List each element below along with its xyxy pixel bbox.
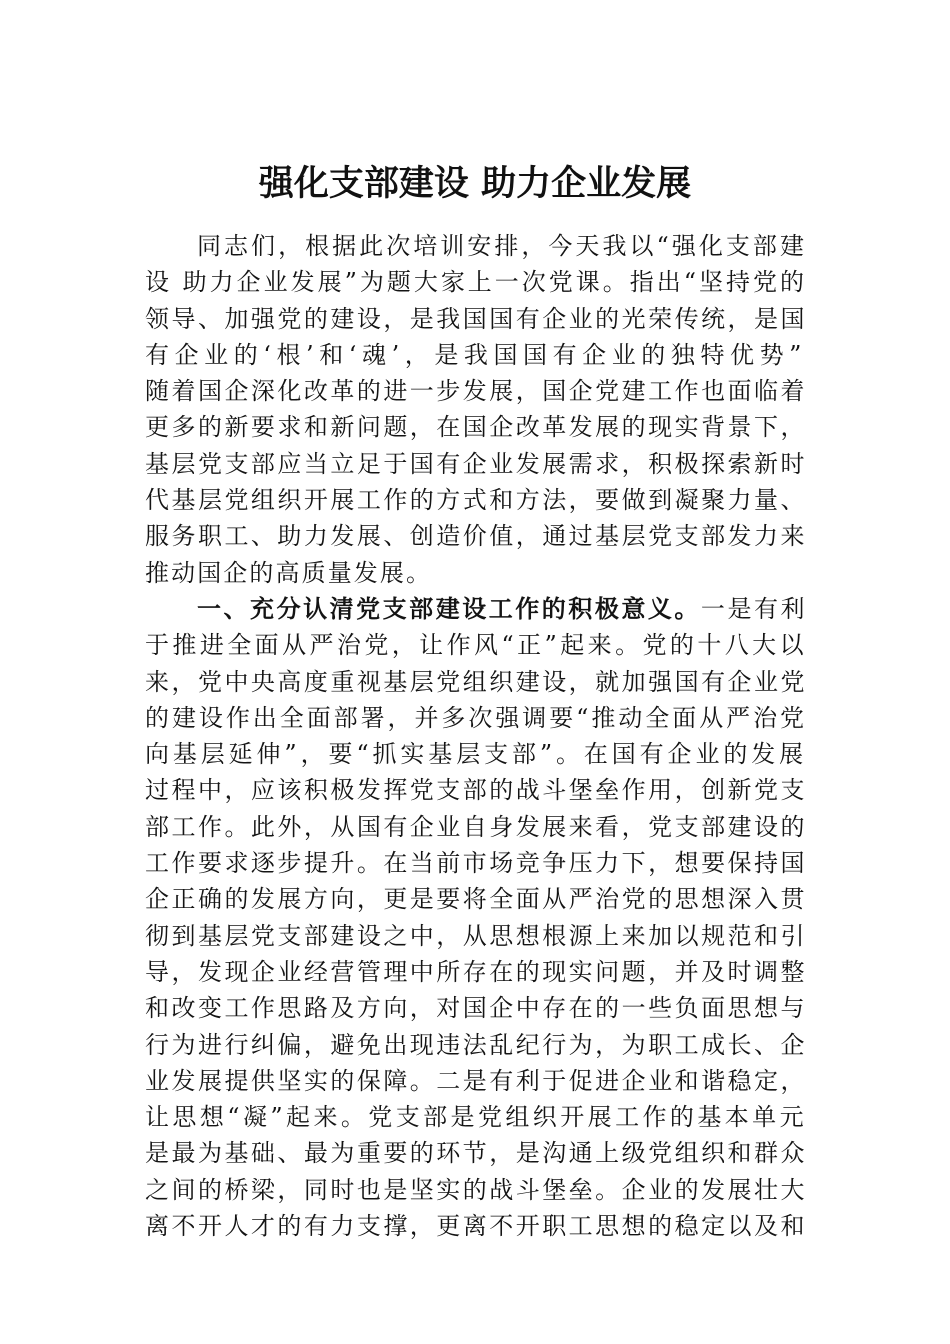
text-line bbox=[145, 809, 807, 845]
section-heading: 一、充分认清党支部建设工作的积极意义。 bbox=[197, 593, 701, 623]
line-text: 于推进全面从严治党，让作风“正”起来。党的十八大以 bbox=[145, 631, 807, 660]
text-line bbox=[145, 301, 807, 337]
text-line bbox=[145, 954, 807, 990]
line-text: 导，发现企业经营管理中所存在的现实问题，并及时调整 bbox=[145, 957, 807, 986]
line-text: 行为进行纠偏，避免出现违法乱纪行为，为职工成长、企 bbox=[145, 1030, 807, 1059]
line-text: 过程中，应该积极发挥党支部的战斗堡垒作用，创新党支 bbox=[145, 776, 807, 805]
text-line bbox=[145, 990, 807, 1026]
text-line bbox=[145, 482, 807, 518]
text-line bbox=[145, 1172, 807, 1208]
text-line bbox=[145, 591, 807, 627]
text-line bbox=[145, 409, 807, 445]
text-line bbox=[145, 1135, 807, 1171]
text-line bbox=[145, 664, 807, 700]
line-text: 更多的新要求和新问题，在国企改革发展的现实背景下， bbox=[145, 413, 807, 442]
text-line bbox=[145, 1027, 807, 1063]
document-body bbox=[145, 228, 807, 1244]
text-line bbox=[145, 264, 807, 300]
text-line bbox=[145, 337, 807, 373]
line-text: 有企业的‘根’和‘魂’，是我国国有企业的独特优势” bbox=[145, 340, 807, 369]
line-text: 服务职工、助力发展、创造价值，通过基层党支部发力来 bbox=[145, 522, 807, 551]
line-text: 领导、加强党的建设，是我国国有企业的光荣传统，是国 bbox=[145, 304, 807, 333]
text-line bbox=[145, 881, 807, 917]
line-text: 设 助力企业发展”为题大家上一次党课。指出“坚持党的 bbox=[145, 268, 807, 297]
document-title: 强化支部建设 助力企业发展 bbox=[258, 163, 692, 204]
line-text: 同志们，根据此次培训安排，今天我以“强化支部建 bbox=[197, 232, 807, 260]
text-line bbox=[145, 772, 807, 808]
line-text: 彻到基层党支部建设之中，从思想根源上来加以规范和引 bbox=[145, 921, 807, 950]
line-text: 基层党支部应当立足于国有企业发展需求，积极探索新时 bbox=[145, 449, 807, 478]
line-text: 向基层延伸”，要“抓实基层支部”。在国有企业的发展 bbox=[145, 740, 807, 769]
text-line bbox=[145, 1208, 807, 1244]
text-line bbox=[145, 1063, 807, 1099]
text-line bbox=[145, 228, 807, 264]
line-text: 代基层党组织开展工作的方式和方法，要做到凝聚力量、 bbox=[145, 486, 807, 515]
text-line bbox=[145, 627, 807, 663]
line-text: 和改变工作思路及方向，对国企中存在的一些负面思想与 bbox=[145, 994, 807, 1023]
line-text: 工作要求逐步提升。在当前市场竞争压力下，想要保持国 bbox=[145, 849, 807, 878]
line-text: 的建设作出全面部署，并多次强调要“推动全面从严治党 bbox=[145, 703, 807, 732]
line-text: 企正确的发展方向，更是要将全面从严治党的思想深入贯 bbox=[145, 885, 807, 914]
line-text: 业发展提供坚实的保障。二是有利于促进企业和谐稳定， bbox=[145, 1066, 807, 1095]
line-text: 之间的桥梁，同时也是坚实的战斗堡垒。企业的发展壮大 bbox=[145, 1175, 807, 1204]
line-text: 来，党中央高度重视基层党组织建设，就加强国有企业党 bbox=[145, 667, 807, 696]
text-line bbox=[145, 555, 807, 591]
text-line bbox=[145, 845, 807, 881]
line-text: 一是有利 bbox=[700, 594, 808, 623]
text-line bbox=[145, 373, 807, 409]
text-line bbox=[145, 918, 807, 954]
text-line bbox=[145, 700, 807, 736]
line-text: 随着国企深化改革的进一步发展，国企党建工作也面临着 bbox=[145, 377, 807, 406]
text-line bbox=[145, 1099, 807, 1135]
text-line bbox=[145, 446, 807, 482]
line-text: 推动国企的高质量发展。 bbox=[145, 558, 433, 587]
line-text: 让思想“凝”起来。党支部是党组织开展工作的基本单元 bbox=[145, 1103, 807, 1132]
text-line bbox=[145, 518, 807, 554]
line-text: 是最为基础、最为重要的环节，是沟通上级党组织和群众 bbox=[145, 1139, 807, 1168]
line-text: 部工作。此外，从国有企业自身发展来看，党支部建设的 bbox=[145, 812, 807, 841]
line-text: 离不开人才的有力支撑，更离不开职工思想的稳定以及和 bbox=[145, 1212, 807, 1241]
text-line bbox=[145, 736, 807, 772]
